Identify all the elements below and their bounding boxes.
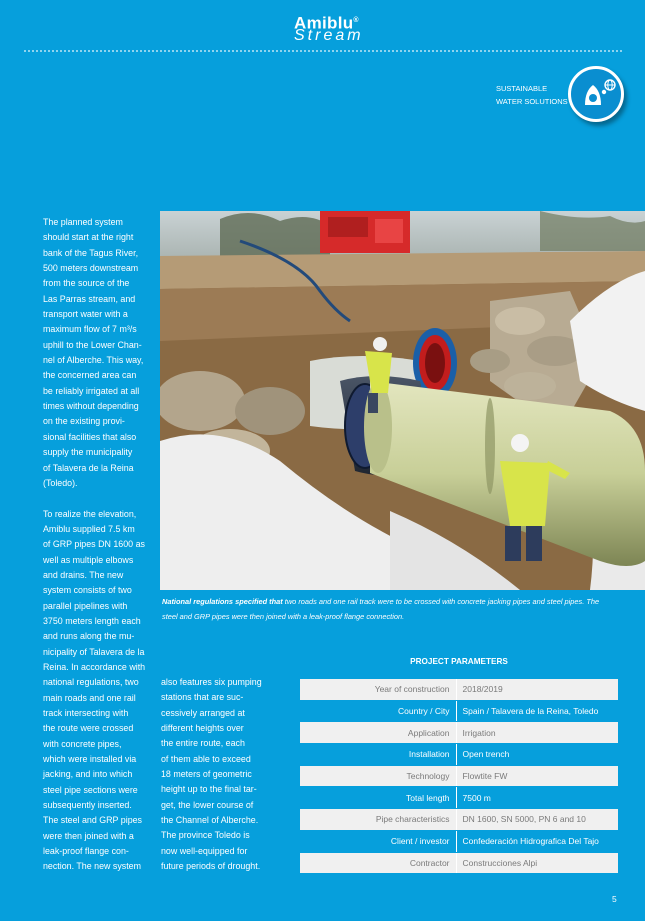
body-line: Reina. In accordance with [43,661,146,672]
body-line: also features six pumping [161,677,262,687]
caption-text: two roads and one rail track were to be crossed with concrete jacking pipes and steel pipes. The [282,597,600,606]
parameter-row [300,744,618,765]
parameter-label: Application [300,722,456,743]
body-line: the entire route, each [161,738,245,749]
body-line: 18 meters of geometric [161,769,252,780]
body-line: well as multiple elbows [43,554,134,565]
tagline-line: WATER SOLUTIONS [496,97,568,106]
body-line: which were installed via [43,754,137,765]
parameter-label: Pipe characteristics [300,809,456,830]
body-paragraph [161,675,269,874]
body-paragraph [43,215,151,491]
tagline [496,82,568,108]
parameter-value: Confederación Hidrografica Del Tajo [456,831,618,852]
body-line: from the source of the [43,278,130,289]
header-divider [24,50,622,52]
parameter-label: Technology [300,766,456,787]
body-line: stations that are suc- [161,692,244,703]
body-line: (Toledo). [43,477,78,488]
parameter-value: Spain / Talavera de la Reina, Toledo [456,701,618,722]
body-column-left [43,215,151,875]
caption-text: steel and GRP pipes were then joined with a leak-proof flange connection. [162,612,405,621]
body-line: 3750 meters length each [43,615,141,626]
parameter-row [300,787,618,808]
body-column-right [161,675,269,874]
caption-bold: National regulations specified that [162,597,283,606]
body-line: now well-equipped for [161,845,248,856]
body-line: main roads and one rail [43,692,136,703]
body-line: bank of the Tagus River, [43,247,139,258]
parameter-value: 7500 m [456,787,618,808]
body-line: The province Toledo is [161,830,250,841]
parameter-value: Flowtite FW [456,766,618,787]
body-line: the route were crossed [43,723,134,734]
body-line: uphill to the Lower Chan- [43,339,142,350]
body-line: The planned system [43,217,123,227]
body-line: maximum flow of 7 m³/s [43,324,137,335]
parameter-row [300,766,618,787]
body-line: be reliably irrigated at all [43,385,140,396]
project-parameters-title: PROJECT PARAMETERS [410,657,508,666]
parameter-value: Irrigation [456,722,618,743]
body-line: national regulations, two [43,677,139,688]
body-line: steel pipe sections were [43,784,138,795]
body-line: height up to the final tar- [161,784,257,795]
body-line: sional facilities that also [43,431,137,442]
parameter-label: Country / City [300,701,456,722]
body-line: of GRP pipes DN 1600 as [43,539,145,550]
trademark-mark: ® [353,17,359,24]
body-line: get, the lower course of [161,799,254,810]
body-line: track intersecting with [43,708,129,718]
parameter-row [300,679,618,700]
brand-name: Amiblu [294,13,354,33]
parameter-label: Installation [300,744,456,765]
body-line: supply the municipality [43,447,133,458]
body-line: the concerned area can [43,370,137,381]
body-line: leak-proof flange con- [43,846,129,857]
parameter-value: 2018/2019 [456,679,618,700]
body-line: The steel and GRP pipes [43,815,142,826]
body-line: of them able to exceed [161,753,251,764]
brand-product: Stream [294,27,364,44]
body-line: parallel pipelines with [43,600,128,611]
body-line: To realize the elevation, [43,508,137,519]
body-line: were then joined with a [43,830,134,841]
body-paragraph [43,507,151,875]
body-line: times without depending [43,401,139,412]
photo-caption [162,594,632,624]
parameter-row [300,831,618,852]
parameter-label: Client / investor [300,831,456,852]
project-photo [160,211,645,590]
body-line: and runs along the mu- [43,631,135,642]
body-line: transport water with a [43,309,128,320]
page-number: 5 [612,894,617,904]
parameter-label: Total length [300,787,456,808]
body-line: of Talavera de la Reina [43,462,134,473]
body-line: different heights over [161,723,244,734]
body-line: Amiblu supplied 7.5 km [43,523,135,534]
parameter-value: DN 1600, SN 5000, PN 6 and 10 [456,809,618,830]
body-line: and drains. The new [43,569,124,580]
water-drop-globe-icon [568,66,624,122]
project-parameters-table [300,678,618,874]
body-line: nection. The new system [43,861,142,872]
parameter-value: Open trench [456,744,618,765]
body-line: on the existing provi- [43,416,125,427]
parameter-label: Year of construction [300,679,456,700]
body-line: cessively arranged at [161,707,245,718]
tagline-line: SUSTAINABLE [496,84,548,93]
parameter-row [300,809,618,830]
parameter-row [300,853,618,874]
parameter-label: Contractor [300,853,456,874]
parameter-row [300,722,618,743]
body-line: should start at the right [43,232,134,243]
body-line: with concrete pipes, [43,738,122,749]
parameter-row [300,701,618,722]
body-line: the Channel of Alberche. [161,815,259,826]
body-line: jacking, and into which [43,769,133,780]
body-line: future periods of drought. [161,861,261,872]
body-line: nicipality of Talavera de la [43,646,145,657]
parameter-value: Construcciones Alpi [456,853,618,874]
body-line: Las Parras stream, and [43,293,136,304]
body-line: nel of Alberche. This way, [43,355,144,366]
body-line: 500 meters downstream [43,263,139,274]
body-line: subsequently inserted. [43,800,132,811]
body-line: system consists of two [43,585,132,596]
